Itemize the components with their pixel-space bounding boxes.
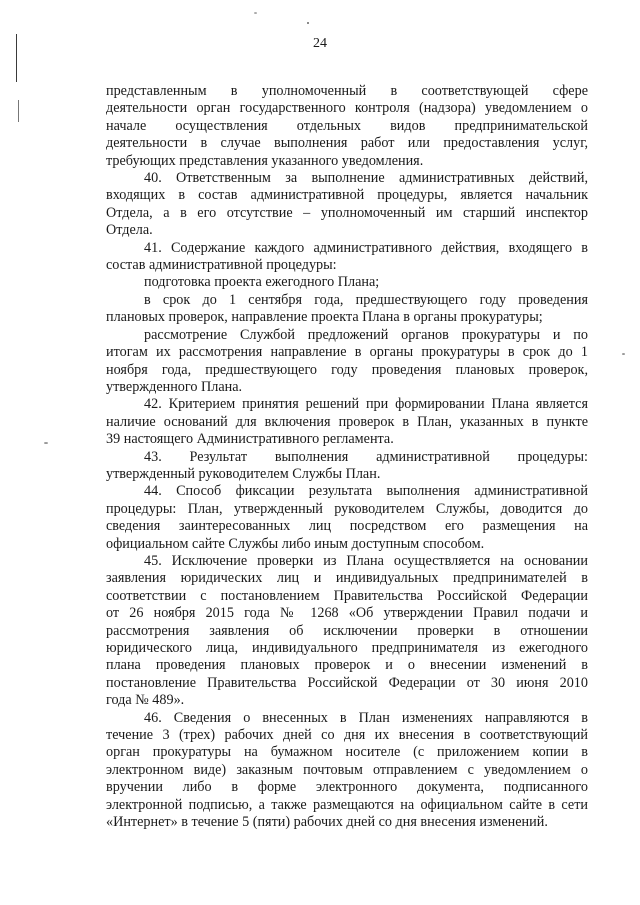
text-line: итогам их рассмотрения направление в органы прокуратуры в срок до 1 (106, 344, 588, 361)
text-line: года № 489». (106, 692, 185, 709)
text-line: 41. Содержание каждого административного действия, входящего в (144, 239, 588, 256)
scan-speck (254, 12, 257, 14)
text-line: от 26 ноября 2015 года № 1268 «Об утверждении Правил подачи и (106, 605, 588, 622)
text-line: 40. Ответственным за выполнение административных действий, (144, 170, 588, 187)
text-line: требующих представления указанного уведомления. (106, 152, 424, 169)
text-line: 44. Способ фиксации результата выполнения административной (144, 483, 588, 500)
text-line: юридического лица, индивидуального предпринимателя из ежегодного (106, 640, 588, 656)
text-line: 39 настоящего Административного регламента. (106, 431, 394, 448)
text-line: соответствии с постановлением Правительства Российской Федерации (106, 587, 588, 604)
text-line: «Интернет» в течение 5 (пяти) рабочих дней со дня внесения изменений. (106, 814, 548, 831)
text-line: сведения заинтересованных лиц посредством его размещения на (106, 518, 588, 535)
text-line: 42. Критерием принятия решений при формировании Плана является (144, 396, 588, 413)
text-line: течение 3 (трех) рабочих дней со дня их внесения в соответствующий (106, 727, 588, 744)
body-text (106, 83, 588, 831)
text-line: 46. Сведения о внесенных в План изменениях направляются в (144, 709, 588, 726)
text-line: ноября года, предшествующего году проведения плановых проверок, (106, 361, 588, 378)
text-line: Отдела, а в его отсутствие – уполномоченный им старший инспектор (106, 204, 588, 221)
text-line: входящих в состав административной процедуры, является начальник (106, 187, 588, 204)
text-line: деятельности орган государственного контроля (надзора) уведомлением о (106, 100, 588, 117)
text-line: вручении либо в форме электронного документа, подписанного (106, 779, 588, 796)
text-line: электронной подписью, а также размещаются на официальном сайте в сети (106, 796, 588, 813)
text-line: утвержденного Плана. (106, 378, 243, 395)
text-line: состав административной процедуры: (106, 257, 337, 274)
text-line: 45. Исключение проверки из Плана осуществляется на основании (144, 552, 588, 569)
text-line: наличие оснований для включения проверок в План, указанных в пункте (106, 413, 588, 430)
page-number: 24 (313, 36, 327, 51)
text-line: в срок до 1 сентября года, предшествующего году проведения (144, 291, 588, 308)
scan-binding-mark (18, 100, 19, 122)
text-line: рассмотрение Службой предложений органов прокуратуры и по (144, 326, 588, 343)
text-line: 43. Результат выполнения административной процедуры: (144, 448, 588, 465)
text-line: заявления юридических лиц и индивидуальных предпринимателей в (106, 570, 588, 587)
text-line: постановление Правительства Российской Федерации от 30 июня 2010 (106, 674, 588, 691)
text-line: плана проведения плановых проверок и о внесении изменений в (106, 657, 588, 674)
text-line: деятельности в случае выполнения работ или предоставления услуг, (106, 135, 588, 152)
text-line: процедуры: План, утвержденный руководителем Службы, доводится до (106, 500, 588, 517)
text-line: орган прокуратуры на бумажном носителе (с приложением копии в (106, 744, 588, 761)
scan-speck (622, 353, 625, 355)
text-line: электронном виде) заказным почтовым отправлением с уведомлением о (106, 761, 588, 778)
text-line: Отдела. (106, 222, 153, 239)
scan-speck (307, 22, 309, 24)
text-line: начале осуществления отдельных видов предпринимательской (106, 117, 588, 134)
text-line: официальном сайте Службы либо иным доступным способом. (106, 535, 485, 552)
scan-speck (44, 442, 48, 444)
text-line: представленным в уполномоченный в соответствующей сфере (106, 83, 588, 99)
text-line: рассмотрения заявления об исключении проверки в отношении (106, 622, 588, 639)
text-line: плановых проверок, направление проекта Плана в органы прокуратуры; (106, 309, 543, 326)
text-line: утвержденный руководителем Службы План. (106, 465, 381, 482)
text-line: подготовка проекта ежегодного Плана; (144, 274, 380, 291)
